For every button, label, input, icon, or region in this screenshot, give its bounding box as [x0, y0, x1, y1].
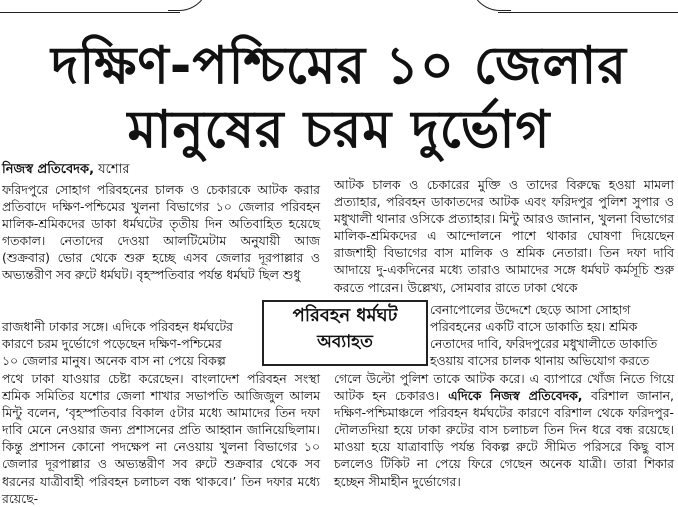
top-rule-curve-left	[168, 0, 209, 11]
paragraph-left-bottom: পথে ঢাকা যাওয়ার চেষ্টা করেছেন। বাংলাদেশ পরিবহন সংস্থা শ্রমিক সমিতির যশোর জেলা শাখার সভাপতি আজিজুল আলম মিন্টু বলেন, ‘বৃহস্পতিবার বিকাল ৫টার মধ্যে আমাদের তিন দফা দাবি মেনে নেওয়ার জন্য প্রশাসনের প্রতি আহ্বান জানিয়েছিলাম। কিন্তু প্রশাসন কোনো পদক্ষেপ না নেওয়ায় খুলনা বিভাগের ১০ জেলার দূরপাল্লার ও অভ্যন্তরীণ সব রুটে শুক্রবার থেকে সব ধরনের যাত্রীবাহী পরিবহন চলাচল বন্ধ থাকবে।’ তিন দফার মধ্যে রয়েছে-	[2, 371, 320, 506]
column-left-top	[2, 181, 320, 284]
paragraph-left-top: ফরিদপুরে সোহাগ পরিবহনের চালক ও চেকারকে আটক করার প্রতিবাদে দক্ষিণ-পশ্চিমের খুলনা বিভাগের ১০ জেলার পরিবহন মালিক-শ্রমিকদের ডাকা ধর্মঘটের তৃতীয় দিন অতিবাহিত হয়েছে গতকাল। নেতাদের দেওয়া আলটিমেটাম অনুযায়ী আজ (শুক্রবার) ভোর থেকে শুরু হচ্ছে এসব জেলার দূরপাল্লার ও অভ্যন্তরীণ সব রুটে ধর্মঘট। বৃহস্পতিবার পর্যন্ত ধর্মঘট ছিল শুধু	[2, 182, 320, 283]
byline	[2, 160, 130, 181]
column-right-wrap-4: হওয়ায় বাসের চালক থানায় অভিযোগ করতে	[430, 353, 650, 368]
column-right-wrap-2: পরিবহনের একটি বাসে ডাকাতি হয়। শ্রমিক	[430, 319, 638, 334]
headline	[0, 34, 678, 162]
top-rule-right	[498, 12, 678, 13]
bold-lead-reporter: এদিকে নিজস্ব প্রতিবেদক,	[439, 388, 583, 404]
inset-callout	[262, 300, 428, 366]
top-rule-left	[0, 12, 180, 13]
headline-line-2: মানুষের চরম দুর্ভোগ	[127, 100, 551, 160]
byline-reporter: নিজস্ব প্রতিবেদক,	[2, 162, 95, 177]
column-right-bottom	[334, 370, 674, 490]
column-left-wrap-3: ১০ জেলার মানুষ। অনেক বাস না পেয়ে বিকল্প	[2, 353, 226, 368]
column-right-top	[334, 176, 674, 296]
headline-line-1: দক্ষিণ-পশ্চিমের ১০ জেলার	[51, 36, 627, 96]
byline-place: যশোর	[94, 162, 130, 177]
inset-title: পরিবহন ধর্মঘট	[292, 305, 398, 326]
paragraph-right-top: আটক চালক ও চেকারের মুক্তি ও তাদের বিরুদ্ধে হওয়া মামলা প্রত্যাহার, পরিবহন ডাকাতদের আটক এবং ফরিদপুর পুলিশ সুপার ও মধুখালী থানার ওসিকে প্রত্যাহার। মিন্টু আরও জানান, খুলনা বিভাগের মালিক-শ্রমিকদের এ আন্দোলনে পাশে থাকার ঘোষণা দিয়েছেন রাজশাহী বিভাগের বাস মালিক ও শ্রমিক নেতারা। তিন দফা দাবি আদায়ে দু-একদিনের মধ্যে তারাও আমাদের সঙ্গে ধর্মঘট কর্মসূচি শুরু করতে পারেন। উল্লেখ্য, সোমবার রাতে ঢাকা থেকে	[334, 177, 674, 295]
paragraph-right-bottom	[334, 370, 674, 490]
paragraph-right-end: বরিশাল জানান, দক্ষিণ-পশ্চিমাঞ্চলে পরিবহন ধর্মঘটের কারণে বরিশাল থেকে ফরিদপুর-দৌলতদিয়া হয়ে ঢাকা রুটের বাস চলাচল তিন দিন ধরে বন্ধ রয়েছে। মাওয়া হয়ে যাত্রাবাড়ি পর্যন্ত বিকল্প রুটে সীমিত পরিসরে কিছু বাস চললেও টিকিট না পেয়ে ফিরে গেছেন অনেক যাত্রী। তারা শিকার হচ্ছেন সীমাহীন দুর্ভোগের।	[334, 388, 674, 489]
top-rule	[0, 0, 678, 14]
top-rule-curve-right	[470, 0, 511, 11]
column-right-wrap-1: বেনাপোলের উদ্দেশে ছেড়ে আসা সোহাগ	[430, 302, 631, 317]
paragraph-right-middle: গেলে উল্টো পুলিশ তাকে আটক করে। এ ব্যাপারে খোঁজ নিতে গিয়ে আটক হন চেকারও।	[334, 371, 674, 404]
column-left-wrap-1: রাজধানী ঢাকার সঙ্গে। এদিকে পরিবহন ধর্মঘটের	[2, 319, 233, 334]
inset-subtitle: অব্যাহত	[317, 332, 373, 352]
column-left-wrap-2: কারণে চরম দুর্ভোগে পড়েছেন দক্ষিণ-পশ্চিমের	[2, 336, 222, 351]
column-left-bottom	[2, 370, 320, 507]
column-right-wrap-3: নেতাদের দাবি, ফরিদপুরের মধুখালীতে ডাকাতি	[430, 336, 658, 351]
